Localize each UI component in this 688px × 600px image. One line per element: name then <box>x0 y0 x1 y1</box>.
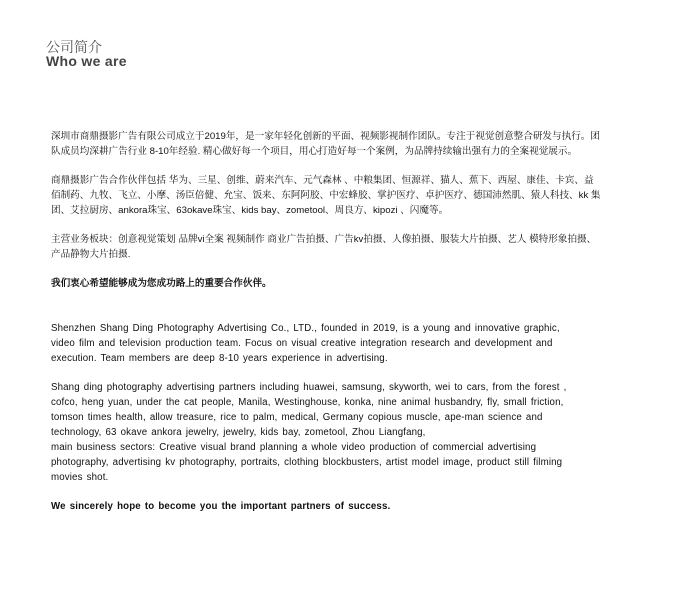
paragraph-line: 团、艾拉厨房、ankora珠宝、63okave珠宝、kids bay、zometool、周良方、kipozi 、闪魔等。 <box>51 205 449 216</box>
paragraph-line: 产品静物大片拍摄. <box>51 249 131 260</box>
paragraph-line: 主营业务板块：创意视觉策划 品牌vi全案 视频制作 商业广告拍摄、广告kv拍摄、人像拍摄、服装大片拍摄、艺人 模特形象拍摄、 <box>51 234 597 245</box>
heading-en: Who we are <box>46 53 127 69</box>
paragraph-line: tomson times health, allow treasure, rice to palm, medical, Germany copious muscle, ape-man science and <box>51 412 543 423</box>
paragraph-line: video film and television production team. Focus on visual creative integration research and development and <box>51 338 553 349</box>
paragraph <box>51 173 651 218</box>
paragraph-line: 深圳市商鼎摄影广告有限公司成立于2019年，是一家年轻化创新的平面、视频影视制作团队。专注于视觉创意整合研发与执行。团 <box>51 131 600 142</box>
paragraph-line: We sincerely hope to become you the important partners of success. <box>51 501 391 512</box>
paragraph <box>51 276 651 291</box>
english-section <box>51 321 651 514</box>
paragraph-line: movies shot. <box>51 472 109 483</box>
paragraph-line: cofco, heng yuan, under the cat people, Manila, Westinghouse, konka, nine animal husbandry, fly, small friction, <box>51 397 564 408</box>
paragraph <box>51 321 651 366</box>
paragraph <box>51 232 651 262</box>
paragraph-line: technology, 63 okave ankora jewelry, jewelry, kids bay, zometool, Zhou Liangfang, <box>51 427 426 438</box>
paragraph-line: photography, advertising kv photography, portraits, clothing blockbusters, artist model image, product still filming <box>51 457 563 468</box>
paragraph-line: main business sectors: Creative visual brand planning a whole video production of commercial advertising <box>51 442 537 453</box>
paragraph <box>51 499 651 514</box>
chinese-section <box>51 129 651 291</box>
paragraph-line: 商鼎摄影广告合作伙伴包括 华为、三星、创维、蔚来汽车、元气森林 、中粮集团、恒源祥、猫人、蕉下、西屋、康佳、卡宾、益 <box>51 175 594 186</box>
paragraph-line: 佰制药、九牧、飞立、小摩、汤臣倍健、允宝、饭来、东阿阿胶、中宏蜂胶、掌护医疗、卓护医疗、德国沛然肌、猿人科技、kk 集 <box>51 190 601 201</box>
heading-cn: 公司简介 <box>46 39 102 55</box>
paragraph-line: Shenzhen Shang Ding Photography Advertising Co., LTD., founded in 2019, is a young and innovative graphic, <box>51 323 560 334</box>
company-intro <box>51 129 651 528</box>
paragraph-line: execution. Team members are deep 8-10 years experience in advertising. <box>51 353 388 364</box>
paragraph-line: Shang ding photography advertising partners including huawei, samsung, skyworth, wei to cars, from the forest , <box>51 382 567 393</box>
paragraph <box>51 129 651 159</box>
paragraph-line: 队成员均深耕广告行业 8-10年经验. 精心做好每一个项目，用心打造好每一个案例，为品牌持续输出强有力的全案视觉展示。 <box>51 146 578 157</box>
paragraph-line: 我们衷心希望能够成为您成功路上的重要合作伙伴。 <box>51 278 272 289</box>
paragraph <box>51 380 651 485</box>
